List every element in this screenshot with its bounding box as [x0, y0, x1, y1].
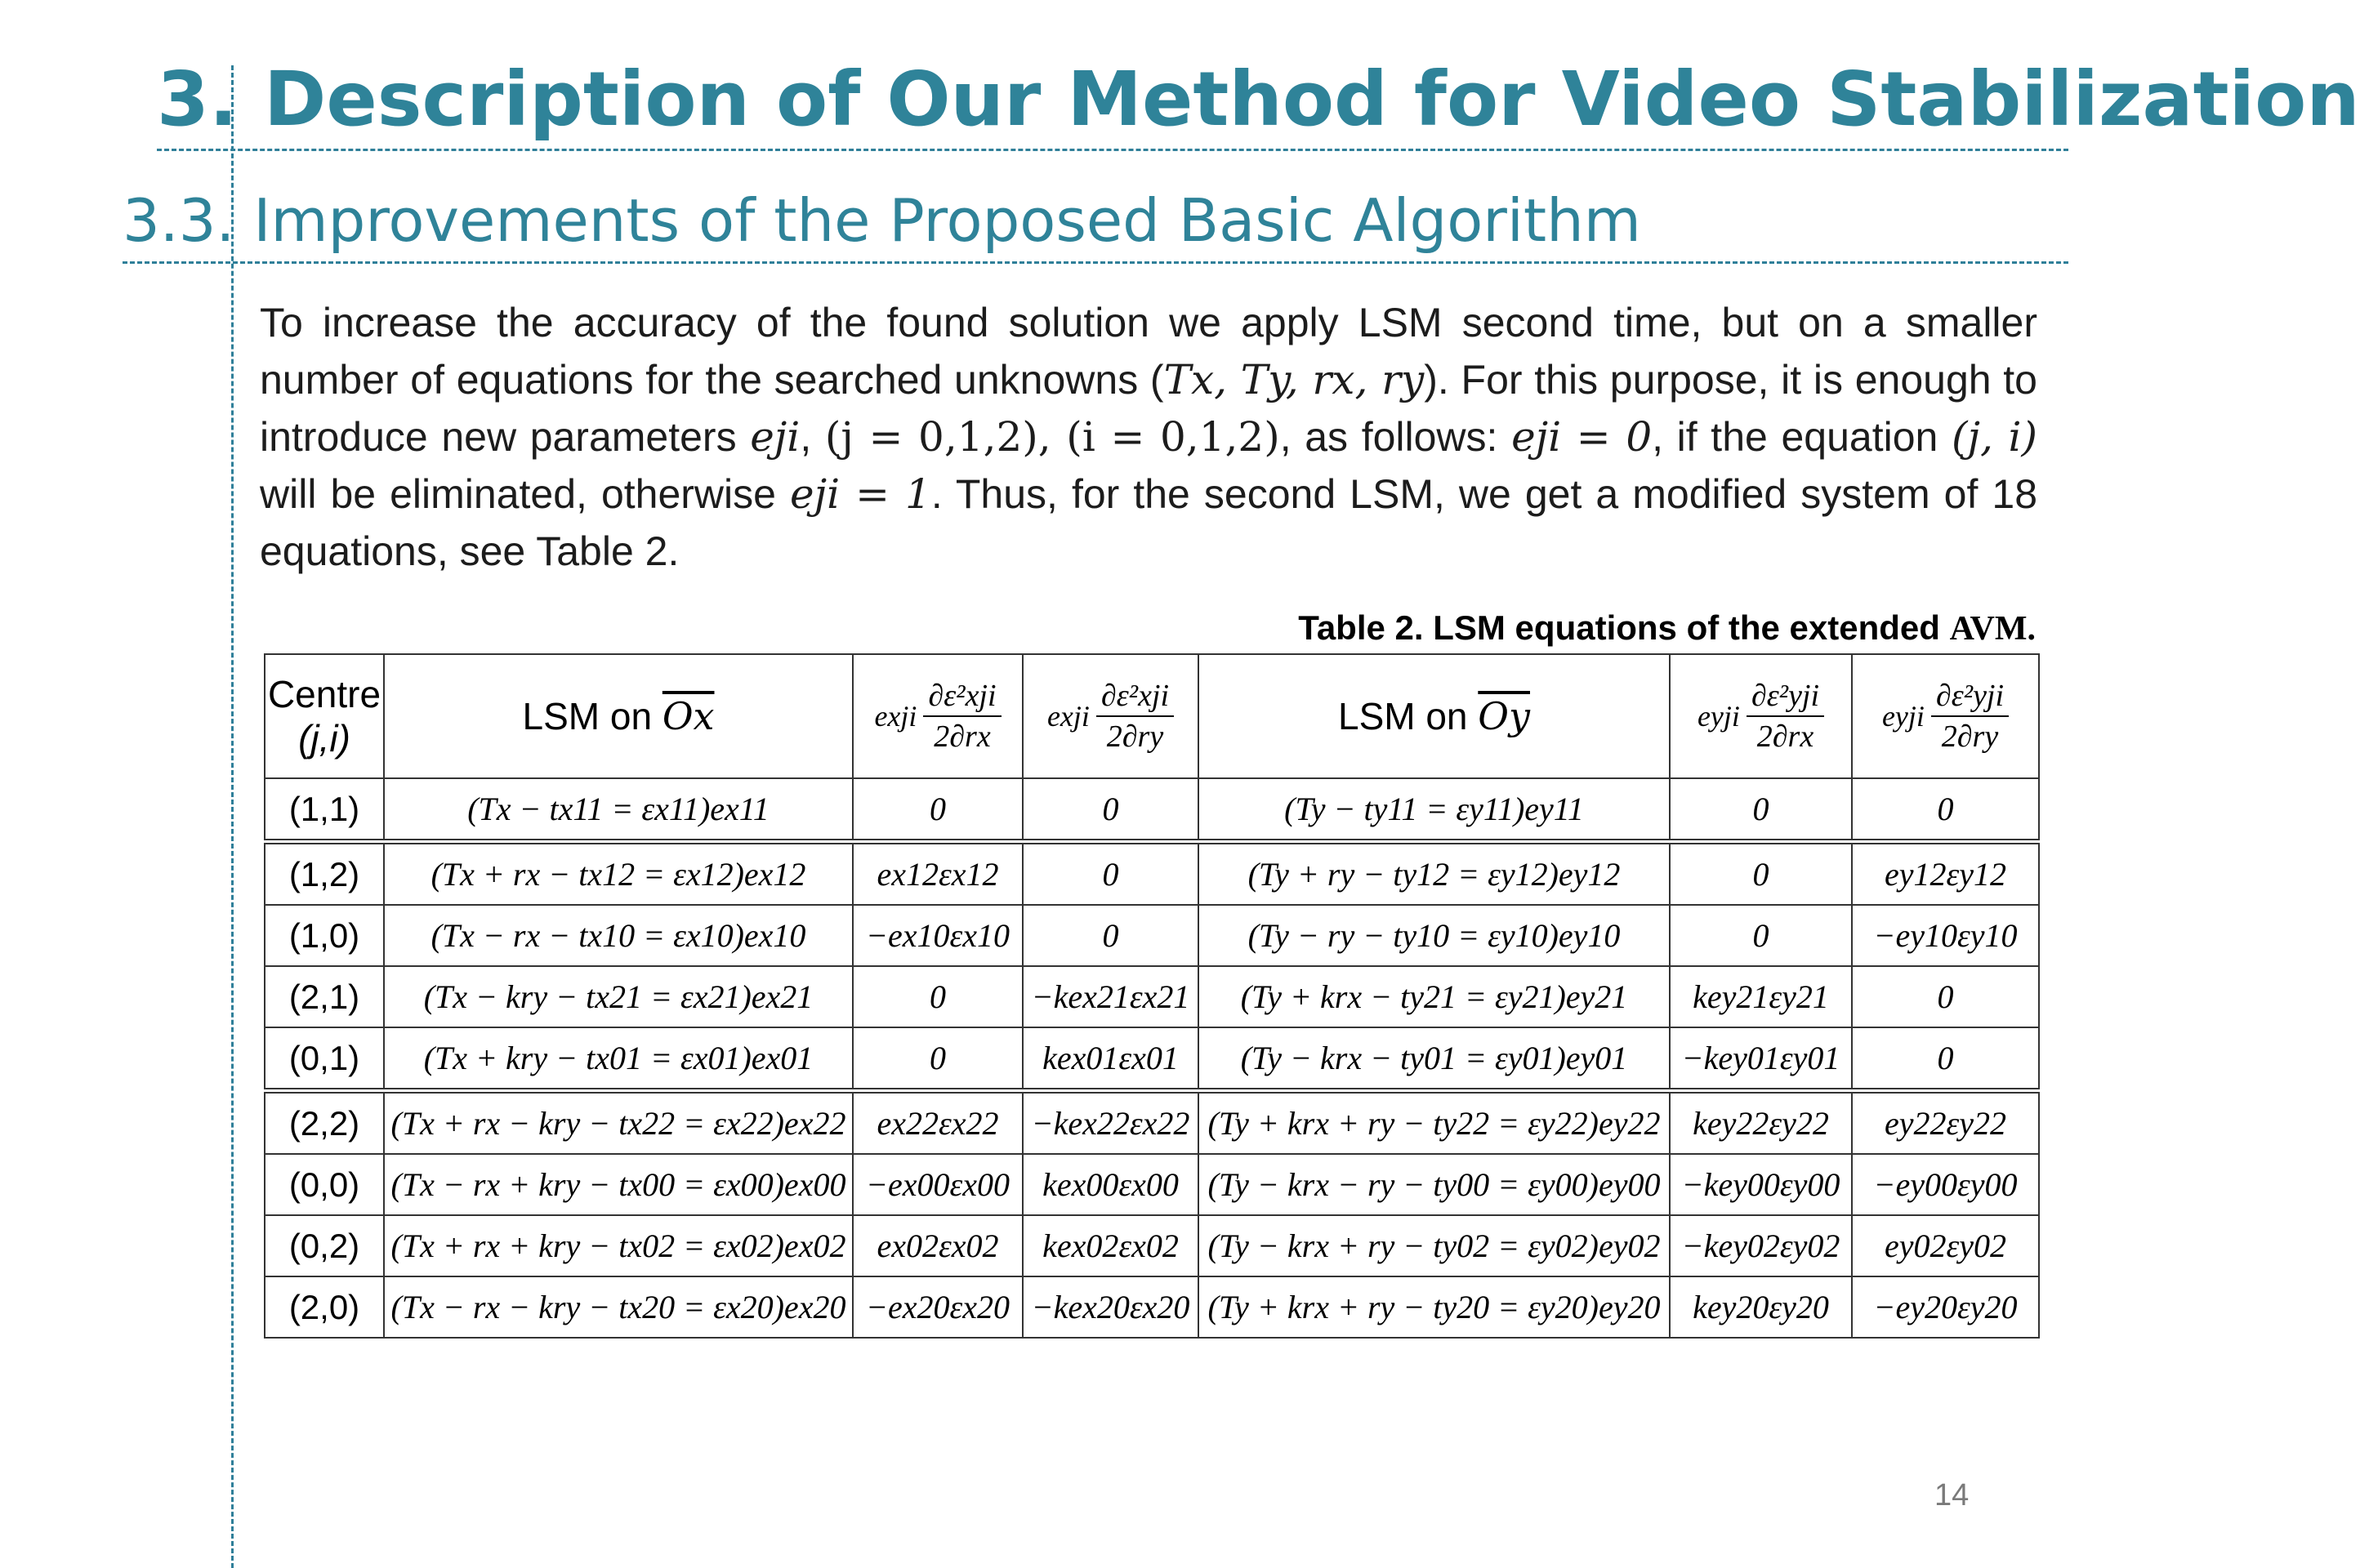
header-lsm-ox-vector: $\overline{Ox}$ [662, 694, 715, 738]
table-caption-main: Table 2. LSM equations of the extended [1298, 608, 1950, 647]
header-dy-ry [1852, 654, 2039, 778]
header-dx-ry-numerator: ∂ε²xji [1096, 676, 1174, 717]
cell-centre: (1,1) [265, 778, 384, 842]
slide-subtitle: 3.3. Improvements of the Proposed Basic Algorithm [123, 180, 2068, 264]
header-centre [265, 654, 384, 778]
header-dy-ry-prefix: eyji [1881, 700, 1925, 733]
cell-dy-ry: −ey20εy20 [1852, 1276, 2039, 1338]
header-lsm-oy [1198, 654, 1670, 778]
para-math-ji: (j, i) [1951, 413, 2037, 461]
table-row [265, 1027, 2039, 1091]
cell-dy-ry: 0 [1852, 966, 2039, 1027]
cell-dy-rx: −key01εy01 [1670, 1027, 1852, 1091]
cell-dy-ry: −ey00εy00 [1852, 1154, 2039, 1215]
cell-dx-rx: 0 [853, 778, 1023, 842]
para-text-1: To increase the accuracy of the found solution we apply LSM second time, but on a smaller number of equations for the searched unknowns ( [260, 300, 2037, 403]
para-text-4: , as follows: [1279, 414, 1512, 460]
cell-centre: (2,1) [265, 966, 384, 1027]
cell-dx-ry: −kex20εx20 [1023, 1276, 1198, 1338]
table-row [265, 842, 2039, 906]
para-math-eji-one: eji = 1 [789, 470, 931, 518]
cell-eq-y: (Ty − ty11 = εy11)ey11 [1198, 778, 1670, 842]
header-dy-rx-prefix: eyji [1697, 700, 1740, 733]
cell-dx-rx: 0 [853, 966, 1023, 1027]
body-paragraph [260, 294, 2037, 580]
lsm-equations-table [264, 653, 2040, 1339]
header-dx-rx-prefix: exji [874, 700, 917, 733]
table-row [265, 1215, 2039, 1276]
cell-dx-ry: 0 [1023, 778, 1198, 842]
header-dy-rx-fraction [1747, 676, 1824, 756]
header-centre-label: Centre [267, 673, 381, 715]
table-row [265, 778, 2039, 842]
header-dy-ry-fraction [1931, 676, 2009, 756]
cell-eq-x: (Tx + rx + kry − tx02 = εx02)ex02 [384, 1215, 853, 1276]
header-dx-ry-fraction [1096, 676, 1174, 756]
cell-eq-x: (Tx − rx − kry − tx20 = εx20)ex20 [384, 1276, 853, 1338]
cell-eq-y: (Ty − ry − ty10 = εy10)ey10 [1198, 905, 1670, 966]
cell-centre: (2,0) [265, 1276, 384, 1338]
cell-dy-ry: ey22εy22 [1852, 1091, 2039, 1155]
cell-dy-rx: key20εy20 [1670, 1276, 1852, 1338]
header-dx-rx-denominator: 2∂rx [934, 719, 991, 754]
cell-eq-x: (Tx + rx − kry − tx22 = εx22)ex22 [384, 1091, 853, 1155]
cell-centre: (0,1) [265, 1027, 384, 1091]
cell-dx-ry: −kex21εx21 [1023, 966, 1198, 1027]
table-caption-avm: AVM. [1949, 610, 2036, 648]
cell-eq-x: (Tx + rx − tx12 = εx12)ex12 [384, 842, 853, 906]
cell-dy-ry: ey02εy02 [1852, 1215, 2039, 1276]
cell-dx-rx: −ex00εx00 [853, 1154, 1023, 1215]
header-dy-rx [1670, 654, 1852, 778]
header-lsm-oy-prefix: LSM on [1337, 695, 1479, 737]
header-centre-sub: (j,i) [298, 717, 350, 760]
para-math-unknowns: Tx, Ty, rx, ry [1163, 356, 1425, 403]
header-dx-rx-numerator: ∂ε²xji [923, 676, 1001, 717]
cell-eq-y: (Ty − krx − ty01 = εy01)ey01 [1198, 1027, 1670, 1091]
cell-dx-ry: kex02εx02 [1023, 1215, 1198, 1276]
header-lsm-oy-vector: $\overline{Oy}$ [1478, 694, 1530, 738]
table-row [265, 1091, 2039, 1155]
cell-dx-ry: 0 [1023, 905, 1198, 966]
cell-dx-ry: −kex22εx22 [1023, 1091, 1198, 1155]
cell-eq-x: (Tx − rx − tx10 = εx10)ex10 [384, 905, 853, 966]
cell-centre: (0,2) [265, 1215, 384, 1276]
cell-centre: (0,0) [265, 1154, 384, 1215]
cell-dx-rx: ex02εx02 [853, 1215, 1023, 1276]
header-dx-ry-prefix: exji [1046, 700, 1090, 733]
header-dx-ry [1023, 654, 1198, 778]
table-header-row [265, 654, 2039, 778]
cell-centre: (2,2) [265, 1091, 384, 1155]
header-dy-rx-denominator: 2∂rx [1756, 719, 1814, 754]
header-dy-rx-numerator: ∂ε²yji [1747, 676, 1824, 717]
table-row [265, 905, 2039, 966]
cell-dy-rx: 0 [1670, 842, 1852, 906]
cell-centre: (1,0) [265, 905, 384, 966]
cell-dy-rx: −key00εy00 [1670, 1154, 1852, 1215]
cell-dy-rx: 0 [1670, 905, 1852, 966]
cell-dx-ry: kex01εx01 [1023, 1027, 1198, 1091]
cell-dx-rx: −ex10εx10 [853, 905, 1023, 966]
header-dy-ry-numerator: ∂ε²yji [1931, 676, 2009, 717]
para-text-5: , if the equation [1652, 414, 1952, 460]
cell-eq-x: (Tx − kry − tx21 = εx21)ex21 [384, 966, 853, 1027]
para-text-6: will be eliminated, otherwise [260, 471, 790, 517]
cell-dy-rx: key21εy21 [1670, 966, 1852, 1027]
cell-dy-rx: −key02εy02 [1670, 1215, 1852, 1276]
cell-dx-rx: ex12εx12 [853, 842, 1023, 906]
cell-dx-rx: ex22εx22 [853, 1091, 1023, 1155]
para-text-7: . Thus, for the second LSM, we get a modified system of 18 equations, see Table 2. [260, 471, 2038, 574]
slide-title: 3. Description of Our Method for Video Stabilization [157, 51, 2068, 151]
cell-centre: (1,2) [265, 842, 384, 906]
para-math-eji-zero: eji = 0 [1511, 413, 1653, 461]
para-text-3: , [800, 414, 825, 460]
cell-dx-rx: 0 [853, 1027, 1023, 1091]
header-lsm-ox-prefix: LSM on [522, 695, 662, 737]
para-math-eji: eji [750, 413, 801, 461]
table-caption [1298, 608, 2036, 648]
cell-eq-x: (Tx − tx11 = εx11)ex11 [384, 778, 853, 842]
cell-dx-ry: 0 [1023, 842, 1198, 906]
para-math-indices: (j = 0,1,2), (i = 0,1,2) [824, 413, 1280, 461]
page-number: 14 [1934, 1478, 1970, 1512]
para-text-2: ). For this purpose, it is enough to introduce new parameters [260, 357, 2037, 460]
cell-dy-ry: 0 [1852, 778, 2039, 842]
cell-dy-ry: −ey10εy10 [1852, 905, 2039, 966]
cell-eq-y: (Ty − krx − ry − ty00 = εy00)ey00 [1198, 1154, 1670, 1215]
cell-eq-y: (Ty − krx + ry − ty02 = εy02)ey02 [1198, 1215, 1670, 1276]
cell-eq-y: (Ty + krx − ty21 = εy21)ey21 [1198, 966, 1670, 1027]
table-row [265, 1154, 2039, 1215]
cell-dy-ry: 0 [1852, 1027, 2039, 1091]
cell-dy-ry: ey12εy12 [1852, 842, 2039, 906]
cell-eq-x: (Tx − rx + kry − tx00 = εx00)ex00 [384, 1154, 853, 1215]
header-dx-rx [853, 654, 1023, 778]
cell-dx-ry: kex00εx00 [1023, 1154, 1198, 1215]
cell-eq-x: (Tx + kry − tx01 = εx01)ex01 [384, 1027, 853, 1091]
cell-dy-rx: key22εy22 [1670, 1091, 1852, 1155]
vertical-guide-line [231, 65, 234, 1568]
cell-dx-rx: −ex20εx20 [853, 1276, 1023, 1338]
cell-eq-y: (Ty + krx + ry − ty22 = εy22)ey22 [1198, 1091, 1670, 1155]
table-row [265, 1276, 2039, 1338]
cell-eq-y: (Ty + ry − ty12 = εy12)ey12 [1198, 842, 1670, 906]
header-dy-ry-denominator: 2∂ry [1941, 719, 1999, 754]
cell-dy-rx: 0 [1670, 778, 1852, 842]
table-row [265, 966, 2039, 1027]
header-dx-rx-fraction [923, 676, 1001, 756]
header-lsm-ox [384, 654, 853, 778]
cell-eq-y: (Ty + krx + ry − ty20 = εy20)ey20 [1198, 1276, 1670, 1338]
header-dx-ry-denominator: 2∂ry [1106, 719, 1164, 754]
